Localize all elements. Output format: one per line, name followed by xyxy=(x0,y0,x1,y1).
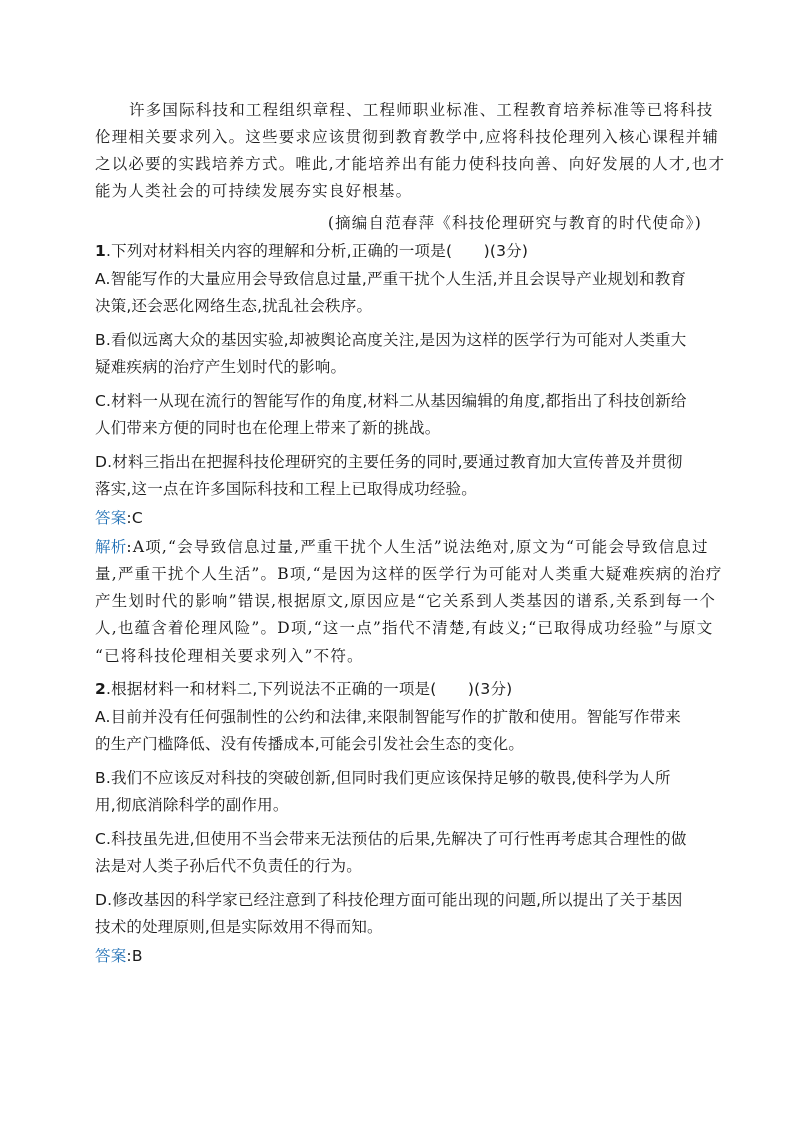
q1-answer-value: :C xyxy=(126,509,143,527)
q2-option-b-line-2: 用,彻底消除科学的副作用。 xyxy=(95,796,289,814)
q1-option-d-line-2: 落实,这一点在许多国际科技和工程上已取得成功经验。 xyxy=(95,480,477,498)
q1-number: 1 xyxy=(95,242,106,260)
q2-option-d-line-2: 技术的处理原则,但是实际效用不得而知。 xyxy=(95,918,383,936)
q1-option-a-line-1: A.智能写作的大量应用会导致信息过量,严重干扰个人生活,并且会误导产业规划和教育 xyxy=(95,270,687,288)
q1-answer-label: 答案 xyxy=(95,509,127,527)
q2-stem xyxy=(95,679,705,699)
q1-option-c-line-2: 人们带来方便的同时也在伦理上带来了新的挑战。 xyxy=(95,419,441,437)
q2-option-c-line-1: C.科技虽先进,但使用不当会带来无法预估的后果,先解决了可行性再考虑其合理性的做 xyxy=(95,830,687,848)
q1-analysis-line-4: 人,也蕴含着伦理风险”。D项,“这一点”指代不清楚,有歧义;“已取得成功经验”与原文 xyxy=(95,619,714,637)
q2-option-c-line-2: 法是对人类子孙后代不负责任的行为。 xyxy=(95,857,362,875)
q2-answer-label: 答案 xyxy=(95,947,127,965)
q1-stem xyxy=(95,241,705,261)
q2-option-b-line-1: B.我们不应该反对科技的突破创新,但同时我们更应该保持足够的敬畏,使科学为人所 xyxy=(95,769,671,787)
passage-source: (摘编自范春萍《科技伦理研究与教育的时代使命》) xyxy=(327,214,702,232)
q2-answer-value: :B xyxy=(126,947,143,965)
q2-option-a-line-2: 的生产门槛降低、没有传播成本,可能会引发社会生态的变化。 xyxy=(95,735,525,753)
q2-number: 2 xyxy=(95,680,106,698)
q1-option-a-line-2: 决策,还会恶化网络生态,扰乱社会秩序。 xyxy=(95,297,373,315)
q1-analysis-line-1 xyxy=(95,537,709,557)
passage-line-4: 能为人类社会的可持续发展夯实良好根基。 xyxy=(95,182,413,200)
q2-option-d-line-1: D.修改基因的科学家已经注意到了科技伦理方面可能出现的问题,所以提出了关于基因 xyxy=(95,891,683,909)
q1-analysis-line-3: 产生划时代的影响”错误,根据原文,原因应是“它关系到人类基因的谱系,关系到每一个 xyxy=(95,592,717,610)
q2-option-a-line-1: A.目前并没有任何强制性的公约和法律,来限制智能写作的扩散和使用。智能写作带来 xyxy=(95,708,681,726)
q2-answer xyxy=(95,946,705,966)
q1-option-d-line-1: D.材料三指出在把握科技伦理研究的主要任务的同时,要通过教育加大宣传普及并贯彻 xyxy=(95,453,683,471)
passage-line-3: 之以必要的实践培养方式。唯此,才能培养出有能力使科技向善、向好发展的人才,也才 xyxy=(95,155,726,173)
q1-analysis-line-5: “已将科技伦理相关要求列入”不符。 xyxy=(95,647,364,665)
q1-analysis-line-2: 量,严重干扰个人生活”。B项,“是因为这样的医学行为可能对人类重大疑难疾病的治疗 xyxy=(95,565,723,583)
q1-option-b-line-1: B.看似远离大众的基因实验,却被舆论高度关注,是因为这样的医学行为可能对人类重大 xyxy=(95,331,687,349)
q1-answer xyxy=(95,508,705,528)
q1-option-b-line-2: 疑难疾病的治疗产生划时代的影响。 xyxy=(95,358,347,376)
passage-line-1: 许多国际科技和工程组织章程、工程师职业标准、工程教育培养标准等已将科技 xyxy=(129,101,714,119)
passage-line-2: 伦理相关要求列入。这些要求应该贯彻到教育教学中,应将科技伦理列入核心课程并辅 xyxy=(95,128,720,146)
q2-stem-text: .根据材料一和材料二,下列说法不正确的一项是( )(3分) xyxy=(106,680,513,698)
q1-option-c-line-1: C.材料一从现在流行的智能写作的角度,材料二从基因编辑的角度,都指出了科技创新给 xyxy=(95,392,687,410)
q1-stem-text: .下列对材料相关内容的理解和分析,正确的一项是( )(3分) xyxy=(106,242,529,260)
q1-analysis-text-1: :A项,“会导致信息过量,严重干扰个人生活”说法绝对,原文为“可能会导致信息过 xyxy=(126,538,709,556)
q1-analysis-label: 解析 xyxy=(95,538,127,556)
